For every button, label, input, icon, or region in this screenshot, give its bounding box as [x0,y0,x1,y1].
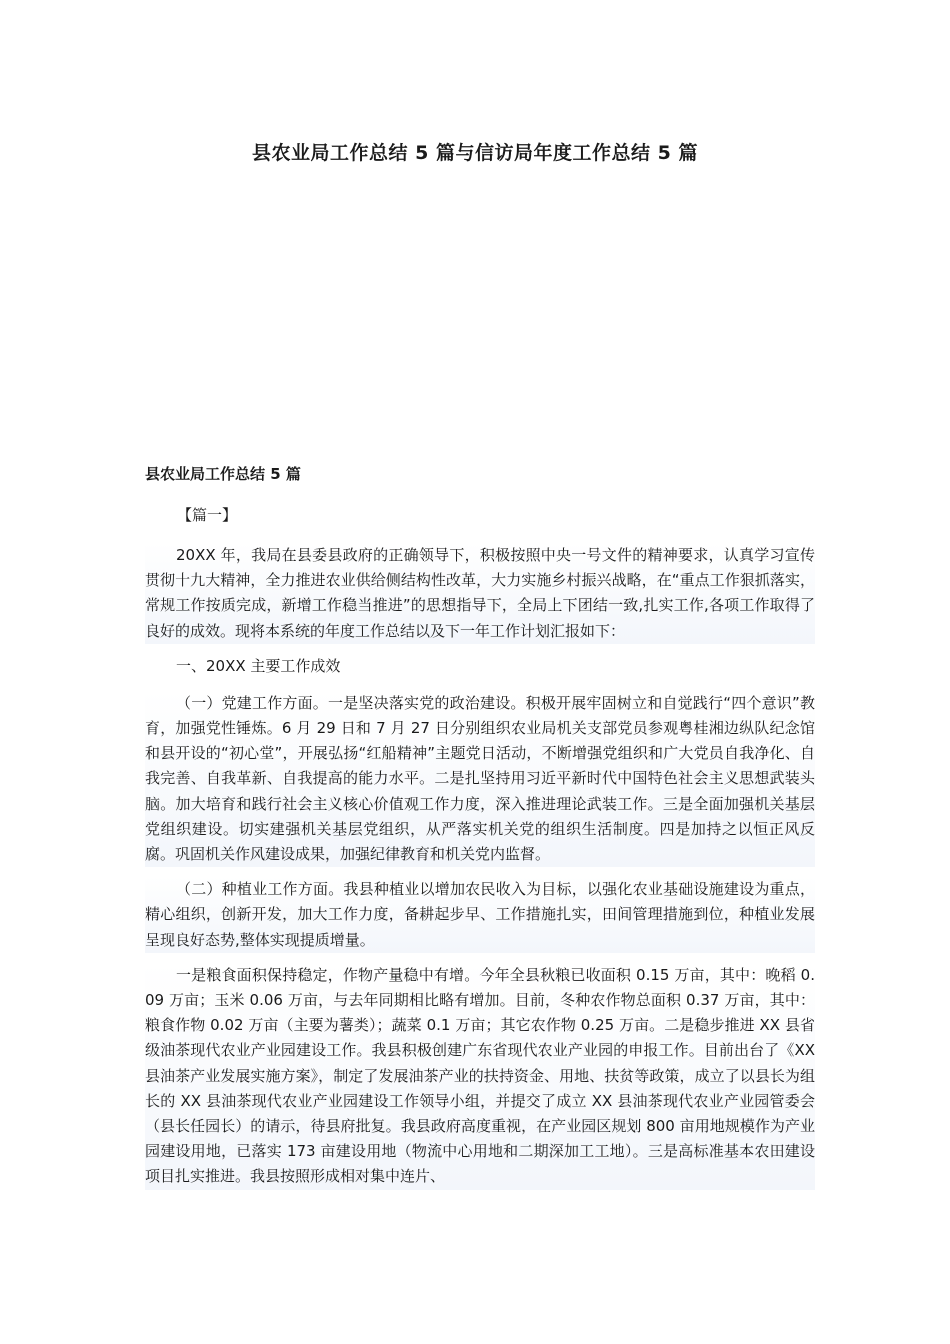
section-heading: 县农业局工作总结 5 篇 [145,465,301,483]
document-title: 县农业局工作总结 5 篇与信访局年度工作总结 5 篇 [252,142,698,164]
party-building-paragraph: （一）党建工作方面。一是坚决落实党的政治建设。积极开展牢固树立和自觉践行“四个意识”教育，加强党性锤炼。6 月 29 日和 7 月 27 日分别组织农业局机关支部党员参观粤桂湘边纵队纪念馆和县开设的“初心堂”，开展弘扬“红船精神”主题党日活动，不断增强党组织和广大党员自我净化、自我完善、自我革新、自我提高的能力水平。二是扎坚持用习近平新时代中国特色社会主义思想武装头脑。加大培育和践行社会主义核心价值观工作力度，深入推进理论武装工作。三是全面加强机关基层党组织建设。切实建强机关基层党组织，从严落实机关党的组织生活制度。四是加持之以恒正风反腐。巩固机关作风建设成果，加强纪律教育和机关党内监督。 [145,691,815,867]
intro-paragraph: 20XX 年，我局在县委县政府的正确领导下，积极按照中央一号文件的精神要求，认真学习宣传贯彻十九大精神，全力推进农业供给侧结构性改革，大力实施乡村振兴战略，在“重点工作狠抓落实，常规工作按质完成，新增工作稳当推进”的思想指导下，全局上下团结一致,扎实工作,各项工作取得了良好的成效。现将本系统的年度工作总结以及下一年工作计划汇报如下： [145,543,815,644]
grain-area-paragraph: 一是粮食面积保持稳定，作物产量稳中有增。今年全县秋粮已收面积 0.15 万亩，其中：晚稻 0.09 万亩；玉米 0.06 万亩，与去年同期相比略有增加。目前，冬种农作物总面积 0.37 万亩，其中：粮食作物 0.02 万亩（主要为薯类）；蔬菜 0.1 万亩；其它农作物 0.25 万亩。二是稳步推进 XX 县省级油茶现代农业产业园建设工作。我县积极创建广东省现代农业产业园的申报工作。目前出台了《XX 县油茶产业发展实施方案》，制定了发展油茶产业的扶持资金、用地、扶贫等政策，成立了以县长为组长的 XX 县油茶现代农业产业园建设工作领导小组，并提交了成立 XX 县油茶现代农业产业园管委会（县长任园长）的请示，待县府批复。我县政府高度重视，在产业园区规划 800 亩用地规模作为产业园建设用地，已落实 173 亩建设用地（物流中心用地和二期深加工工地）。三是高标准基本农田建设项目扎实推进。我县按照形成相对集中连片、 [145,963,815,1190]
document-body [145,462,815,1200]
main-achievements-heading: 一、20XX 主要工作成效 [176,656,341,675]
planting-paragraph: （二）种植业工作方面。我县种植业以增加农民收入为目标，以强化农业基础设施建设为重点，精心组织，创新开发，加大工作力度，备耕起步早、工作措施扎实，田间管理措施到位，种植业发展呈现良好态势,整体实现提质增量。 [145,877,815,953]
part-label: 【篇一】 [177,506,238,524]
